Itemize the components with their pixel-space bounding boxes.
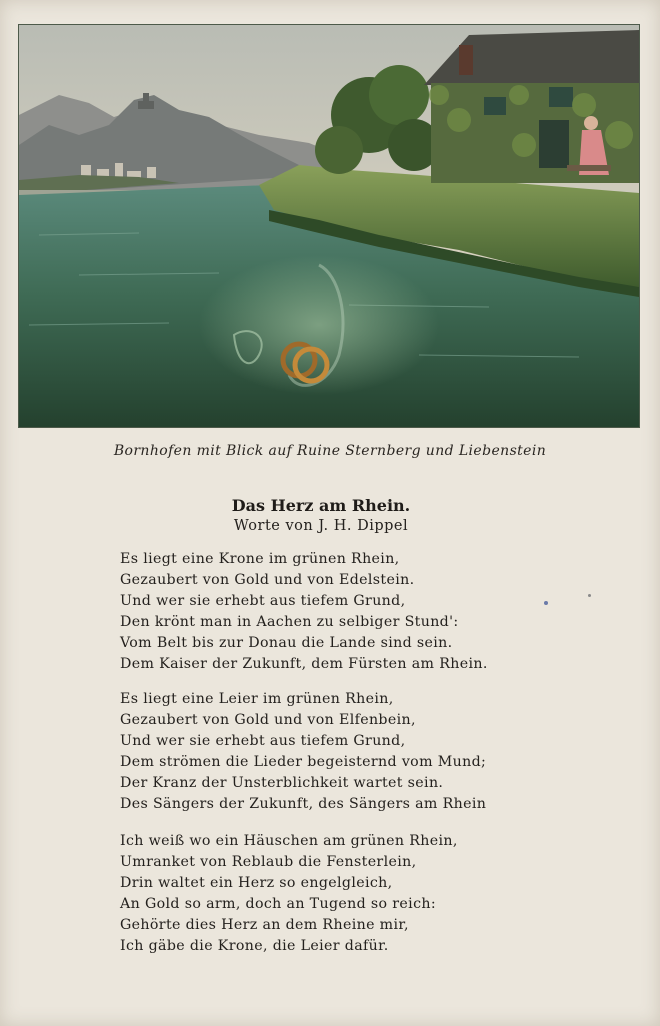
stanza-1 (120, 549, 580, 675)
poem-line: Und wer sie erhebt aus tiefem Grund, (120, 593, 406, 609)
poem-line: Ich weiß wo ein Häuschen am grünen Rhein, (120, 833, 458, 849)
poem-line: Es liegt eine Krone im grünen Rhein, (120, 551, 400, 567)
poem-line: Der Kranz der Unsterblichkeit wartet sein. (120, 775, 444, 791)
painting-caption: Bornhofen mit Blick auf Ruine Sternberg und Liebenstein (113, 443, 547, 459)
poem-line: Vom Belt bis zur Donau die Lande sind sein. (120, 635, 453, 651)
poem-line: Dem strömen die Lieder begeisternd vom Mund; (120, 754, 487, 770)
poem-title: Das Herz am Rhein. (231, 496, 411, 515)
poem-line: Des Sängers der Zukunft, des Sängers am Rhein (120, 796, 487, 812)
stanza-3 (120, 831, 580, 957)
stanza-2 (120, 689, 580, 815)
poem-line: Den krönt man in Aachen zu selbiger Stund': (120, 614, 459, 630)
ink-speck (544, 601, 548, 605)
ink-speck (588, 594, 591, 597)
rhine-landscape-painting (18, 24, 640, 428)
poem-line: Gehörte dies Herz an dem Rheine mir, (120, 917, 409, 933)
poem-line: Gezaubert von Gold und von Edelstein. (120, 572, 415, 588)
poem-line: Gezaubert von Gold und von Elfenbein, (120, 712, 416, 728)
poem-line: An Gold so arm, doch an Tugend so reich: (120, 896, 436, 912)
poem-line: Es liegt eine Leier im grünen Rhein, (120, 691, 394, 707)
poem-line: Und wer sie erhebt aus tiefem Grund, (120, 733, 406, 749)
poem-line: Ich gäbe die Krone, die Leier dafür. (120, 938, 389, 954)
poem-author: Worte von J. H. Dippel (233, 518, 409, 534)
poem-line: Drin waltet ein Herz so engelgleich, (120, 875, 393, 891)
poem-line: Dem Kaiser der Zukunft, dem Fürsten am Rhein. (120, 656, 488, 672)
poem-line: Umranket von Reblaub die Fensterlein, (120, 854, 417, 870)
